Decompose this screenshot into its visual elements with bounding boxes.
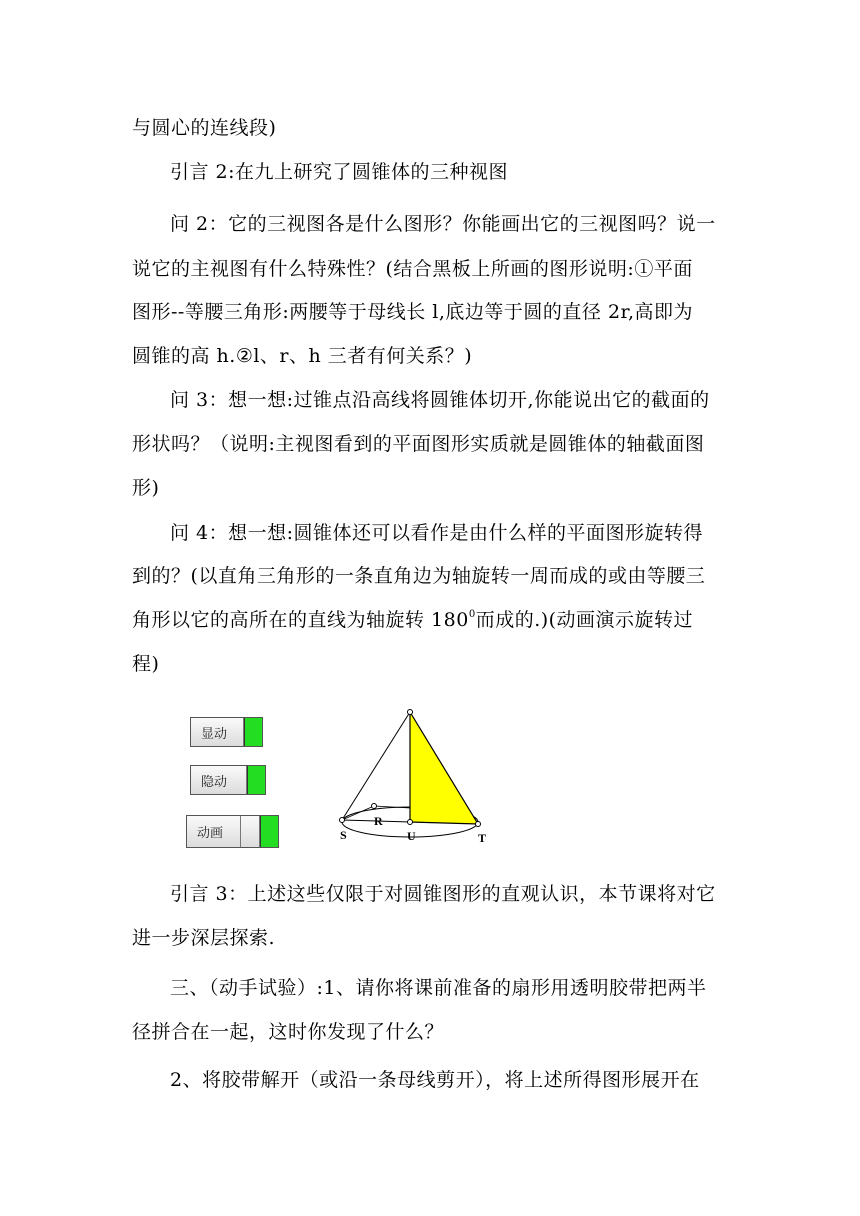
button-divider <box>241 816 260 847</box>
animate-button-label: 动画 <box>187 816 241 847</box>
indicator-light <box>247 766 265 794</box>
hide-button[interactable] <box>190 765 266 795</box>
hide-button-label: 隐动 <box>191 766 247 794</box>
paragraph-line: 到的？(以直角三角形的一条直角边为轴旋转一周而成的或由等腰三 <box>132 565 706 587</box>
paragraph-line: 形状吗？（说明:主视图看到的平面图形实质就是圆锥体的轴截面图 <box>132 433 705 455</box>
paragraph-line: 问 2：它的三视图各是什么图形？你能画出它的三视图吗？说一 <box>170 213 716 235</box>
text-segment: 而成的.)(动画演示旋转过 <box>475 609 694 631</box>
point-s[interactable] <box>340 818 345 823</box>
label-r: R <box>374 814 383 828</box>
animate-button[interactable] <box>186 815 279 848</box>
paragraph-line: 形) <box>132 477 160 499</box>
paragraph-line: 三、（动手试验）:1、请你将课前准备的扇形用透明胶带把两半 <box>170 977 707 999</box>
indicator-light <box>260 816 278 847</box>
paragraph-line: 说它的主视图有什么特殊性？(结合黑板上所画的图形说明:①平面 <box>132 258 693 280</box>
cone-figure <box>330 700 520 850</box>
yellow-triangle <box>410 712 478 824</box>
paragraph-line: 径拼合在一起，这时你发现了什么？ <box>132 1021 445 1043</box>
indicator-light <box>244 718 262 746</box>
label-s: S <box>340 828 347 842</box>
label-u: U <box>407 829 416 843</box>
apex-point[interactable] <box>408 710 413 715</box>
paragraph-line: 引言 2:在九上研究了圆锥体的三种视图 <box>170 161 509 183</box>
point-t[interactable] <box>476 822 481 827</box>
point-u[interactable] <box>408 820 413 825</box>
show-button-label: 显动 <box>191 718 244 746</box>
paragraph-line: 进一步深层探索. <box>132 927 276 949</box>
paragraph-line: 与圆心的连线段) <box>132 117 277 139</box>
paragraph-line: 问 3：想一想:过锥点沿高线将圆锥体切开,你能说出它的截面的 <box>170 389 710 411</box>
paragraph-line: 问 4：想一想:圆锥体还可以看作是由什么样的平面图形旋转得 <box>170 522 704 544</box>
text-segment: 角形以它的高所在的直线为轴旋转 180 <box>132 609 469 631</box>
paragraph-line: 引言 3：上述这些仅限于对圆锥图形的直观认识，本节课将对它 <box>170 883 716 905</box>
label-t: T <box>478 831 487 845</box>
paragraph-line: 2、将胶带解开（或沿一条母线剪开），将上述所得图形展开在 <box>170 1069 700 1091</box>
degree-superscript: 0 <box>468 609 476 620</box>
paragraph-line: 程) <box>132 653 160 675</box>
point-r[interactable] <box>372 804 377 809</box>
paragraph-line: 圆锥的高 h.②l、r、h 三者有何关系？) <box>132 345 473 367</box>
show-button[interactable] <box>190 717 263 747</box>
paragraph-line <box>0 608 860 632</box>
paragraph-line: 图形--等腰三角形:两腰等于母线长 l,底边等于圆的直径 2r,高即为 <box>132 301 694 323</box>
